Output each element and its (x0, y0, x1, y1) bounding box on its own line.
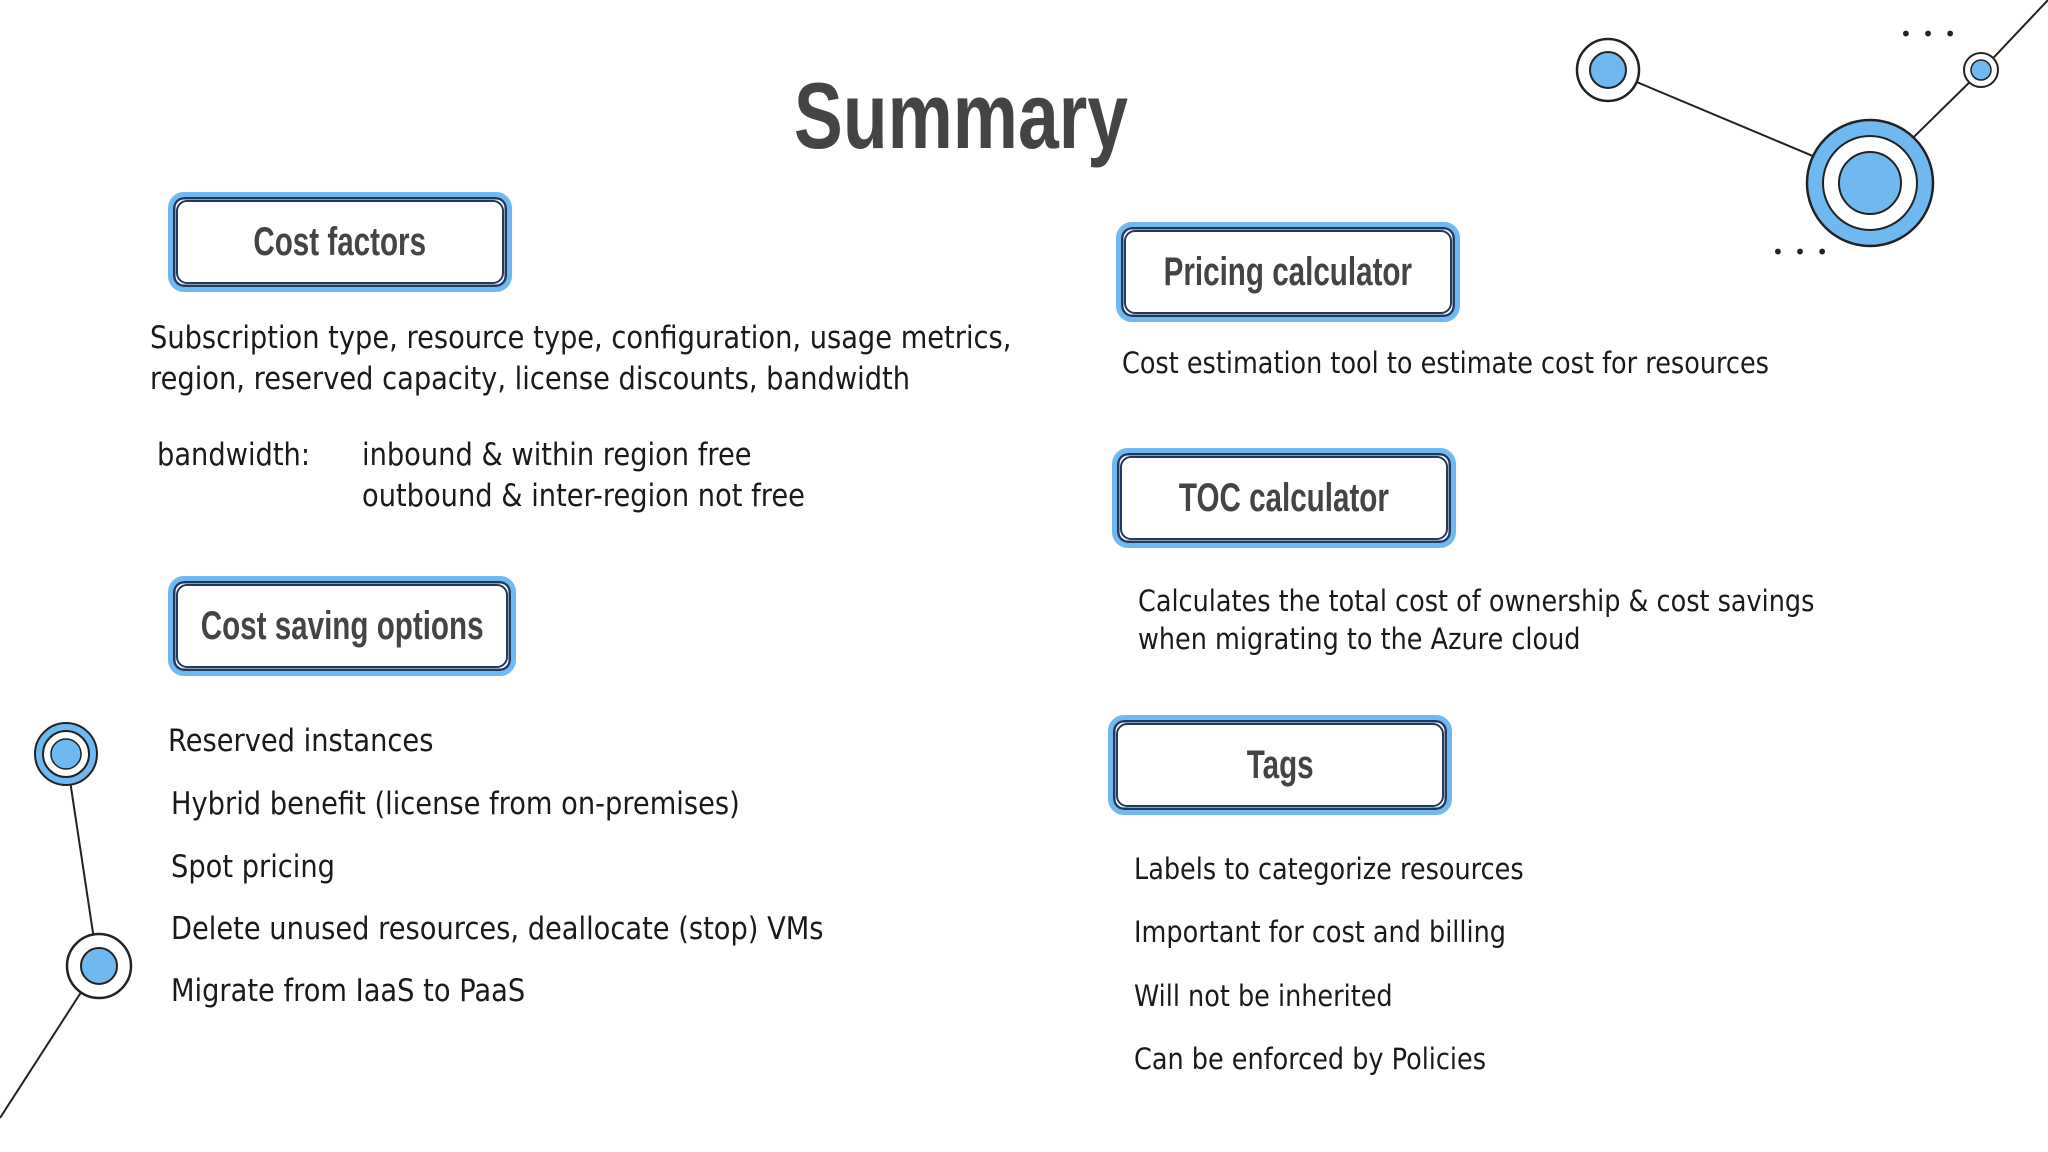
toc-calculator-heading: TOC calculator (1178, 475, 1389, 520)
top-dots-1: • • • (1900, 22, 1959, 46)
tags-item: Important for cost and billing (1134, 915, 1506, 949)
cost-saving-heading-box (168, 576, 516, 676)
pricing-calculator-text: Cost estimation tool to estimate cost for resources (1122, 346, 1769, 380)
toc-calculator-line-2: when migrating to the Azure cloud (1138, 622, 1581, 656)
bottom-left-network-icon (0, 723, 131, 1118)
cost-saving-item: Reserved instances (168, 723, 434, 759)
cost-factors-line-2: region, reserved capacity, license discounts, bandwidth (150, 361, 911, 397)
bandwidth-label: bandwidth: (157, 437, 311, 473)
cost-saving-item: Spot pricing (171, 849, 335, 885)
bandwidth-line-1: inbound & within region free (362, 437, 752, 473)
cost-saving-heading: Cost saving options (200, 603, 484, 648)
tags-heading: Tags (1246, 742, 1314, 787)
top-dots-2: • • • (1772, 240, 1831, 264)
toc-calculator-heading-box (1112, 448, 1456, 548)
tags-item: Can be enforced by Policies (1134, 1042, 1487, 1076)
pricing-calculator-heading: Pricing calculator (1163, 249, 1413, 294)
page-title: Summary (793, 63, 1129, 168)
pricing-calculator-heading-box (1116, 222, 1460, 322)
cost-saving-item: Delete unused resources, deallocate (stop) VMs (171, 911, 824, 947)
bandwidth-line-2: outbound & inter-region not free (362, 478, 805, 514)
cost-saving-item: Migrate from IaaS to PaaS (171, 973, 526, 1009)
tags-heading-box (1108, 715, 1452, 815)
cost-saving-item: Hybrid benefit (license from on-premises) (171, 786, 740, 822)
tags-item: Labels to categorize resources (1134, 852, 1524, 886)
cost-factors-line-1: Subscription type, resource type, configuration, usage metrics, (150, 320, 1012, 356)
cost-factors-heading: Cost factors (253, 219, 427, 264)
cost-factors-heading-box (168, 192, 512, 292)
tags-item: Will not be inherited (1134, 979, 1393, 1013)
toc-calculator-line-1: Calculates the total cost of ownership & cost savings (1138, 584, 1815, 618)
